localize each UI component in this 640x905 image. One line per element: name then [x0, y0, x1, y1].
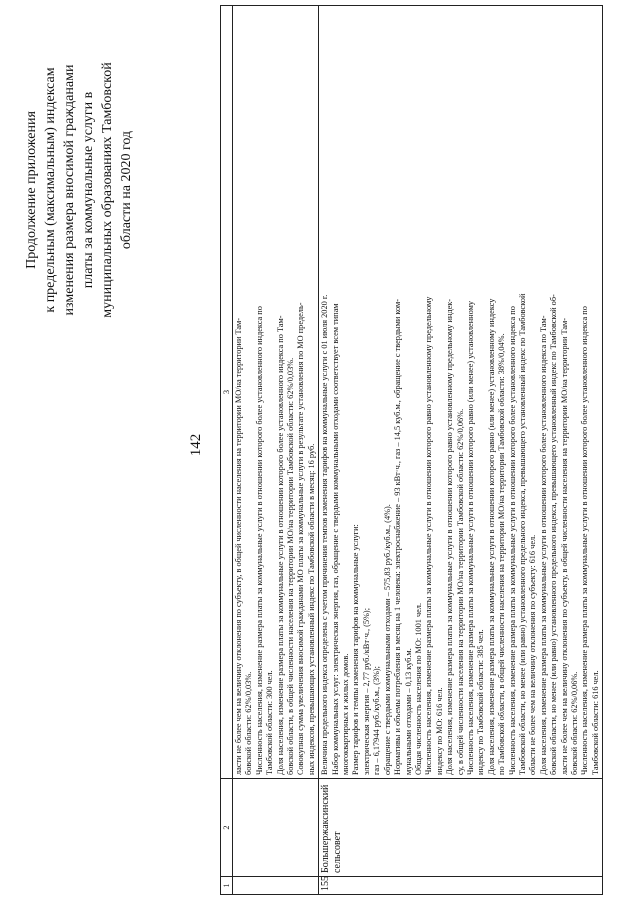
text-line: Совокупная сумма увеличения вносимой гражданами МО платы за коммунальные услуги в результате установления по МО предель-: [296, 302, 306, 775]
text-line: бовской области, в общей численности населения на территории МО/на территории Тамбовской области: 62%/0,03%.: [286, 357, 296, 775]
header-cell-2: 2: [221, 779, 233, 877]
text-line: Доля населения, изменение размера платы за коммунальные услуги в отношении которого равно установленному предельному индек-: [445, 298, 455, 775]
text-line: Размер тарифов и темпы изменения тарифов на коммунальные услуги:: [351, 524, 361, 775]
text-line: Численность населения, изменение размера платы за коммунальные услуги в отношении которого более установленного индекса по: [254, 306, 264, 775]
appendix-title-line: платы за коммунальные услуги в: [81, 91, 96, 289]
appendix-title-line: муниципальных образованиях Тамбовской: [100, 62, 115, 318]
appendix-title-line: изменения размера вносимой гражданами: [62, 64, 77, 316]
text-line: многоквартирных и жилых домов.: [341, 653, 351, 775]
text-line: бовской области: 62%/0,06%.: [570, 671, 579, 775]
table-row: [319, 6, 603, 895]
text-line: Тамбовской области: 616 чел.: [590, 670, 600, 775]
appendix-title-line: Продолжение приложения: [24, 111, 39, 269]
text-line: Тамбовской области: 300 чел.: [265, 670, 275, 775]
text-line: Набор коммунальных услуг: электрическая энергия, газ, обращение с твердыми коммунальными отходами соответствует всем типам: [330, 303, 340, 775]
text-line: бовской области, но менее (или равно) установленного предельного индекса, превышающего установленный индекс по Тамбовской об-: [549, 294, 559, 775]
appendix-title-line: к предельным (максимальным) индексам: [43, 67, 58, 313]
text-line: Доля населения, изменение размера платы за коммунальные услуги в отношении которого равно (или менее) установленному индексу: [486, 298, 496, 775]
header-cell-1: 1: [221, 877, 233, 895]
text-line: Численность населения, изменение размера платы за коммунальные услуги в отношении которого более установленного индекса по: [580, 306, 590, 775]
page-number: 142: [188, 433, 204, 457]
text-line: области не более чем на величину отклонения по субъекту: 616 чел.: [528, 534, 538, 775]
header-cell-3: 3: [221, 6, 233, 779]
text-line: газ – 6,17944 руб./куб.м., (3%);: [372, 666, 382, 775]
text-line: Величина предельного индекса определена с учетом причинения темпов изменения тарифов на коммунальные услуги с 01 июля 2020 г.: [320, 294, 330, 775]
text-line: индексу по Тамбовской области: 385 чел.: [476, 629, 486, 775]
text-line: по Тамбовской области, в общей численности населения на территории МО/на территории Тамбовской области: 38%/0,04%.: [497, 333, 507, 775]
text-line: Общая численность населения по МО: 1001 чел.: [413, 602, 423, 775]
table-row-continuation: [233, 6, 319, 895]
text-line: Нормативы и объемы потребления в месяц на 1 человека: электроснабжение – 93 кВт·ч., газ – 14,5 куб.м., обращение с твердыми ком-: [393, 298, 403, 775]
text-line: Численность населения, изменение размера платы за коммунальные услуги в отношении которого более установленного индекса по: [507, 306, 517, 775]
municipality-name: Большержаксинский сельсовет: [319, 779, 603, 877]
cell-empty: [233, 877, 319, 895]
text-line: ных индексов, превышающих установленный индекс по Тамбовской области в месяц: 16 руб.: [306, 443, 316, 775]
cell-empty: [233, 779, 319, 877]
text-line: бовской области: 62%/0,03%.: [244, 671, 254, 775]
text-line: Доля населения, изменение размера платы за коммунальные услуги в отношении которого более установленного индекса по Там-: [538, 315, 548, 775]
appendix-title-line: области на 2020 год: [119, 130, 134, 250]
row-description: [319, 6, 603, 779]
indices-table: [220, 5, 603, 895]
appendix-title: [22, 35, 136, 345]
text-line: индексу по МО: 616 чел.: [434, 687, 444, 775]
row-number: 155: [319, 877, 603, 895]
text-line: су, в общей численности населения на территории МО/на территории Тамбовской области: 62%/0,06%.: [455, 408, 465, 775]
text-line: Доля населения, изменение размера платы за коммунальные услуги в отношении которого более установленного индекса по Там-: [275, 315, 285, 775]
text-line: Численность населения, изменение размера платы за коммунальные услуги в отношении которого равно (или менее) установленному: [465, 301, 475, 775]
text-line: Численность населения, изменение размера платы за коммунальные услуги в отношении которого равно установленному предельному: [424, 296, 434, 775]
text-line: ласти не более чем на величину отклонения по субъекту, в общей численности населения на территории МО/на территории Там-: [559, 317, 569, 775]
text-line: ласти не более чем на величину отклонения по субъекту, в общей численности населения на территории МО/на территории Там-: [234, 317, 243, 775]
text-line: мунальными отходами – 0,13 куб.м.: [403, 648, 413, 775]
text-line: обращение с твердыми коммунальными отходами – 575,83 руб./куб.м., (4%).: [382, 504, 392, 775]
text-line: Тамбовской области, но менее (или равно) установленного предельного индекса, превышающего установленный индекс по Тамбовской: [517, 293, 527, 775]
table-header-row: [221, 6, 233, 895]
text-line: электрическая энергия – 2,77 руб./кВт·ч., (5%);: [361, 608, 371, 775]
continuation-text: [233, 6, 319, 779]
